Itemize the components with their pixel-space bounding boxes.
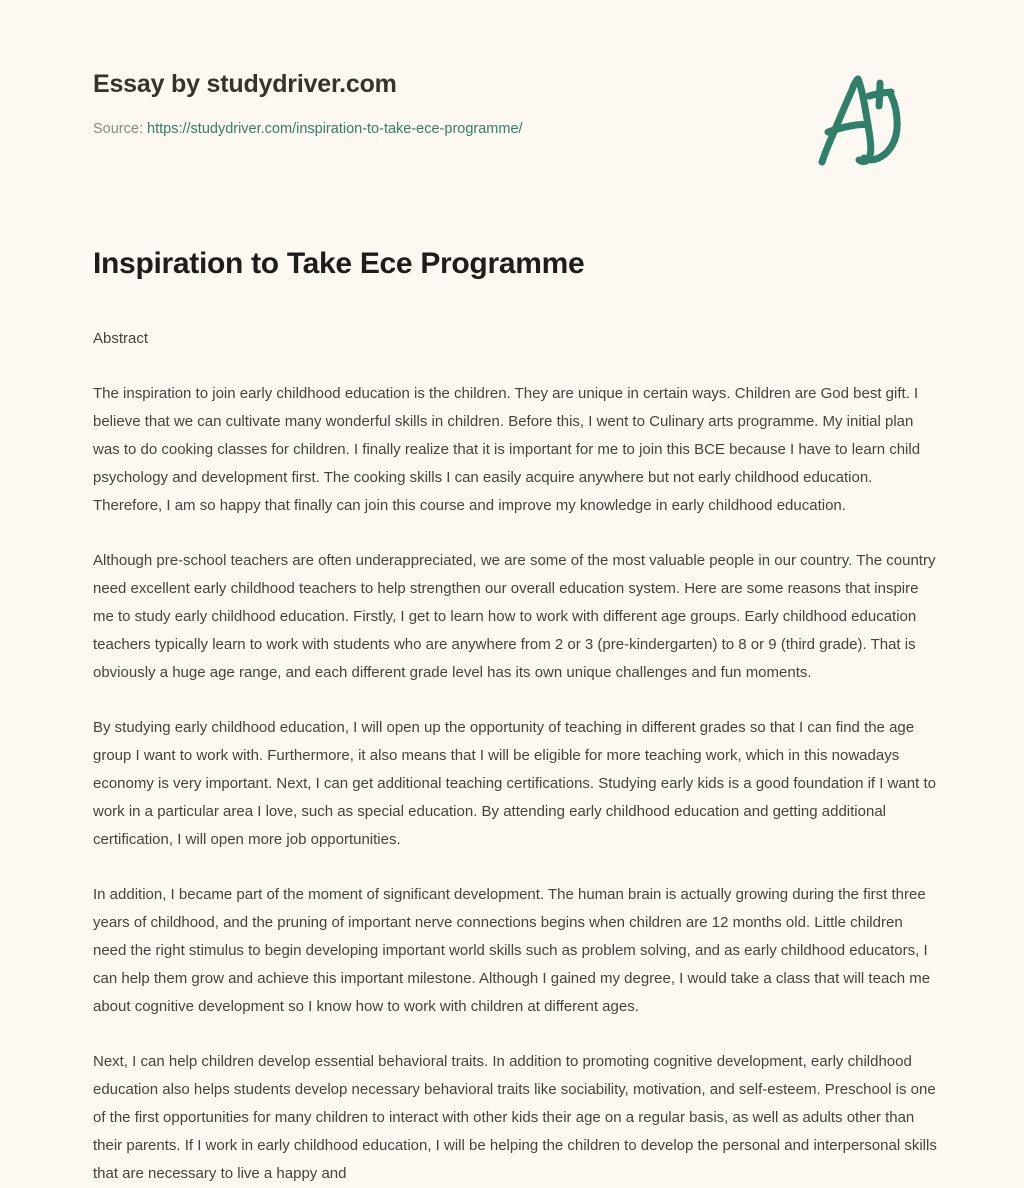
page-header xyxy=(0,0,1024,200)
article xyxy=(93,246,938,1188)
paragraph: Next, I can help children develop essential behavioral traits. In addition to promoting cognitive development, early childhood education also helps students develop necessary behavioral traits like sociability, motivation, and self-esteem. Preschool is one of the first opportunities for many children to interact with other kids their age on a regular basis, as well as adults other than their parents. If I work in early childhood education, I will be helping the children to develop the personal and interpersonal skills that are necessary to live a happy and xyxy=(93,1052,937,1182)
source-label: Source: xyxy=(93,121,143,137)
paragraph: In addition, I became part of the moment of significant development. The human brain is actually growing during the first three years of childhood, and the pruning of important nerve connections begins when children are 12 months old. Little children need the right stimulus to begin developing important world skills such as problem solving, and as early childhood educators, I can help them grow and achieve this important milestone. Although I gained my degree, I would take a class that will teach me about cognitive development so I know how to work with children at different ages. xyxy=(93,885,931,1015)
source-url-link[interactable]: https://studydriver.com/inspiration-to-take-ece-programme/ xyxy=(147,121,523,137)
abstract-label: Abstract xyxy=(93,329,149,347)
source-line xyxy=(93,121,523,137)
page-title: Inspiration to Take Ece Programme xyxy=(93,247,585,280)
article-body xyxy=(93,353,938,1188)
paragraph: By studying early childhood education, I will open up the opportunity of teaching in different grades so that I can find the age group I want to work with. Furthermore, it also means that I will be eligible for more teaching work, which in this nowadays economy is very important. Next, I can get additional teaching certifications. Studying early kids is a good foundation if I want to work in a particular area I love, such as special education. By attending early childhood education and getting additional certification, I will open more job opportunities. xyxy=(93,718,936,848)
paragraph: The inspiration to join early childhood education is the children. They are unique in certain ways. Children are God best gift. I believe that we can cultivate many wonderful skills in children. Before this, I went to Culinary arts programme. My initial plan was to do cooking classes for children. I finally realize that it is important for me to join this BCE because I have to learn child psychology and development first. The cooking skills I can easily acquire anywhere but not early childhood education. Therefore, I am so happy that finally can join this course and improve my knowledge in early childhood education. xyxy=(93,384,921,514)
studydriver-logo[interactable] xyxy=(812,70,912,170)
paragraph: Although pre-school teachers are often underappreciated, we are some of the most valuable people in our country. The country need excellent early childhood teachers to help strengthen our overall education system. Here are some reasons that inspire me to study early childhood education. Firstly, I get to learn how to work with different age groups. Early childhood education teachers typically learn to work with students who are anywhere from 2 or 3 (pre-kindergarten) to 8 or 9 (third grade). That is obviously a huge age range, and each different grade level has its own unique challenges and fun moments. xyxy=(93,551,936,681)
site-title: Essay by studydriver.com xyxy=(93,70,397,98)
a-plus-icon xyxy=(812,70,912,170)
